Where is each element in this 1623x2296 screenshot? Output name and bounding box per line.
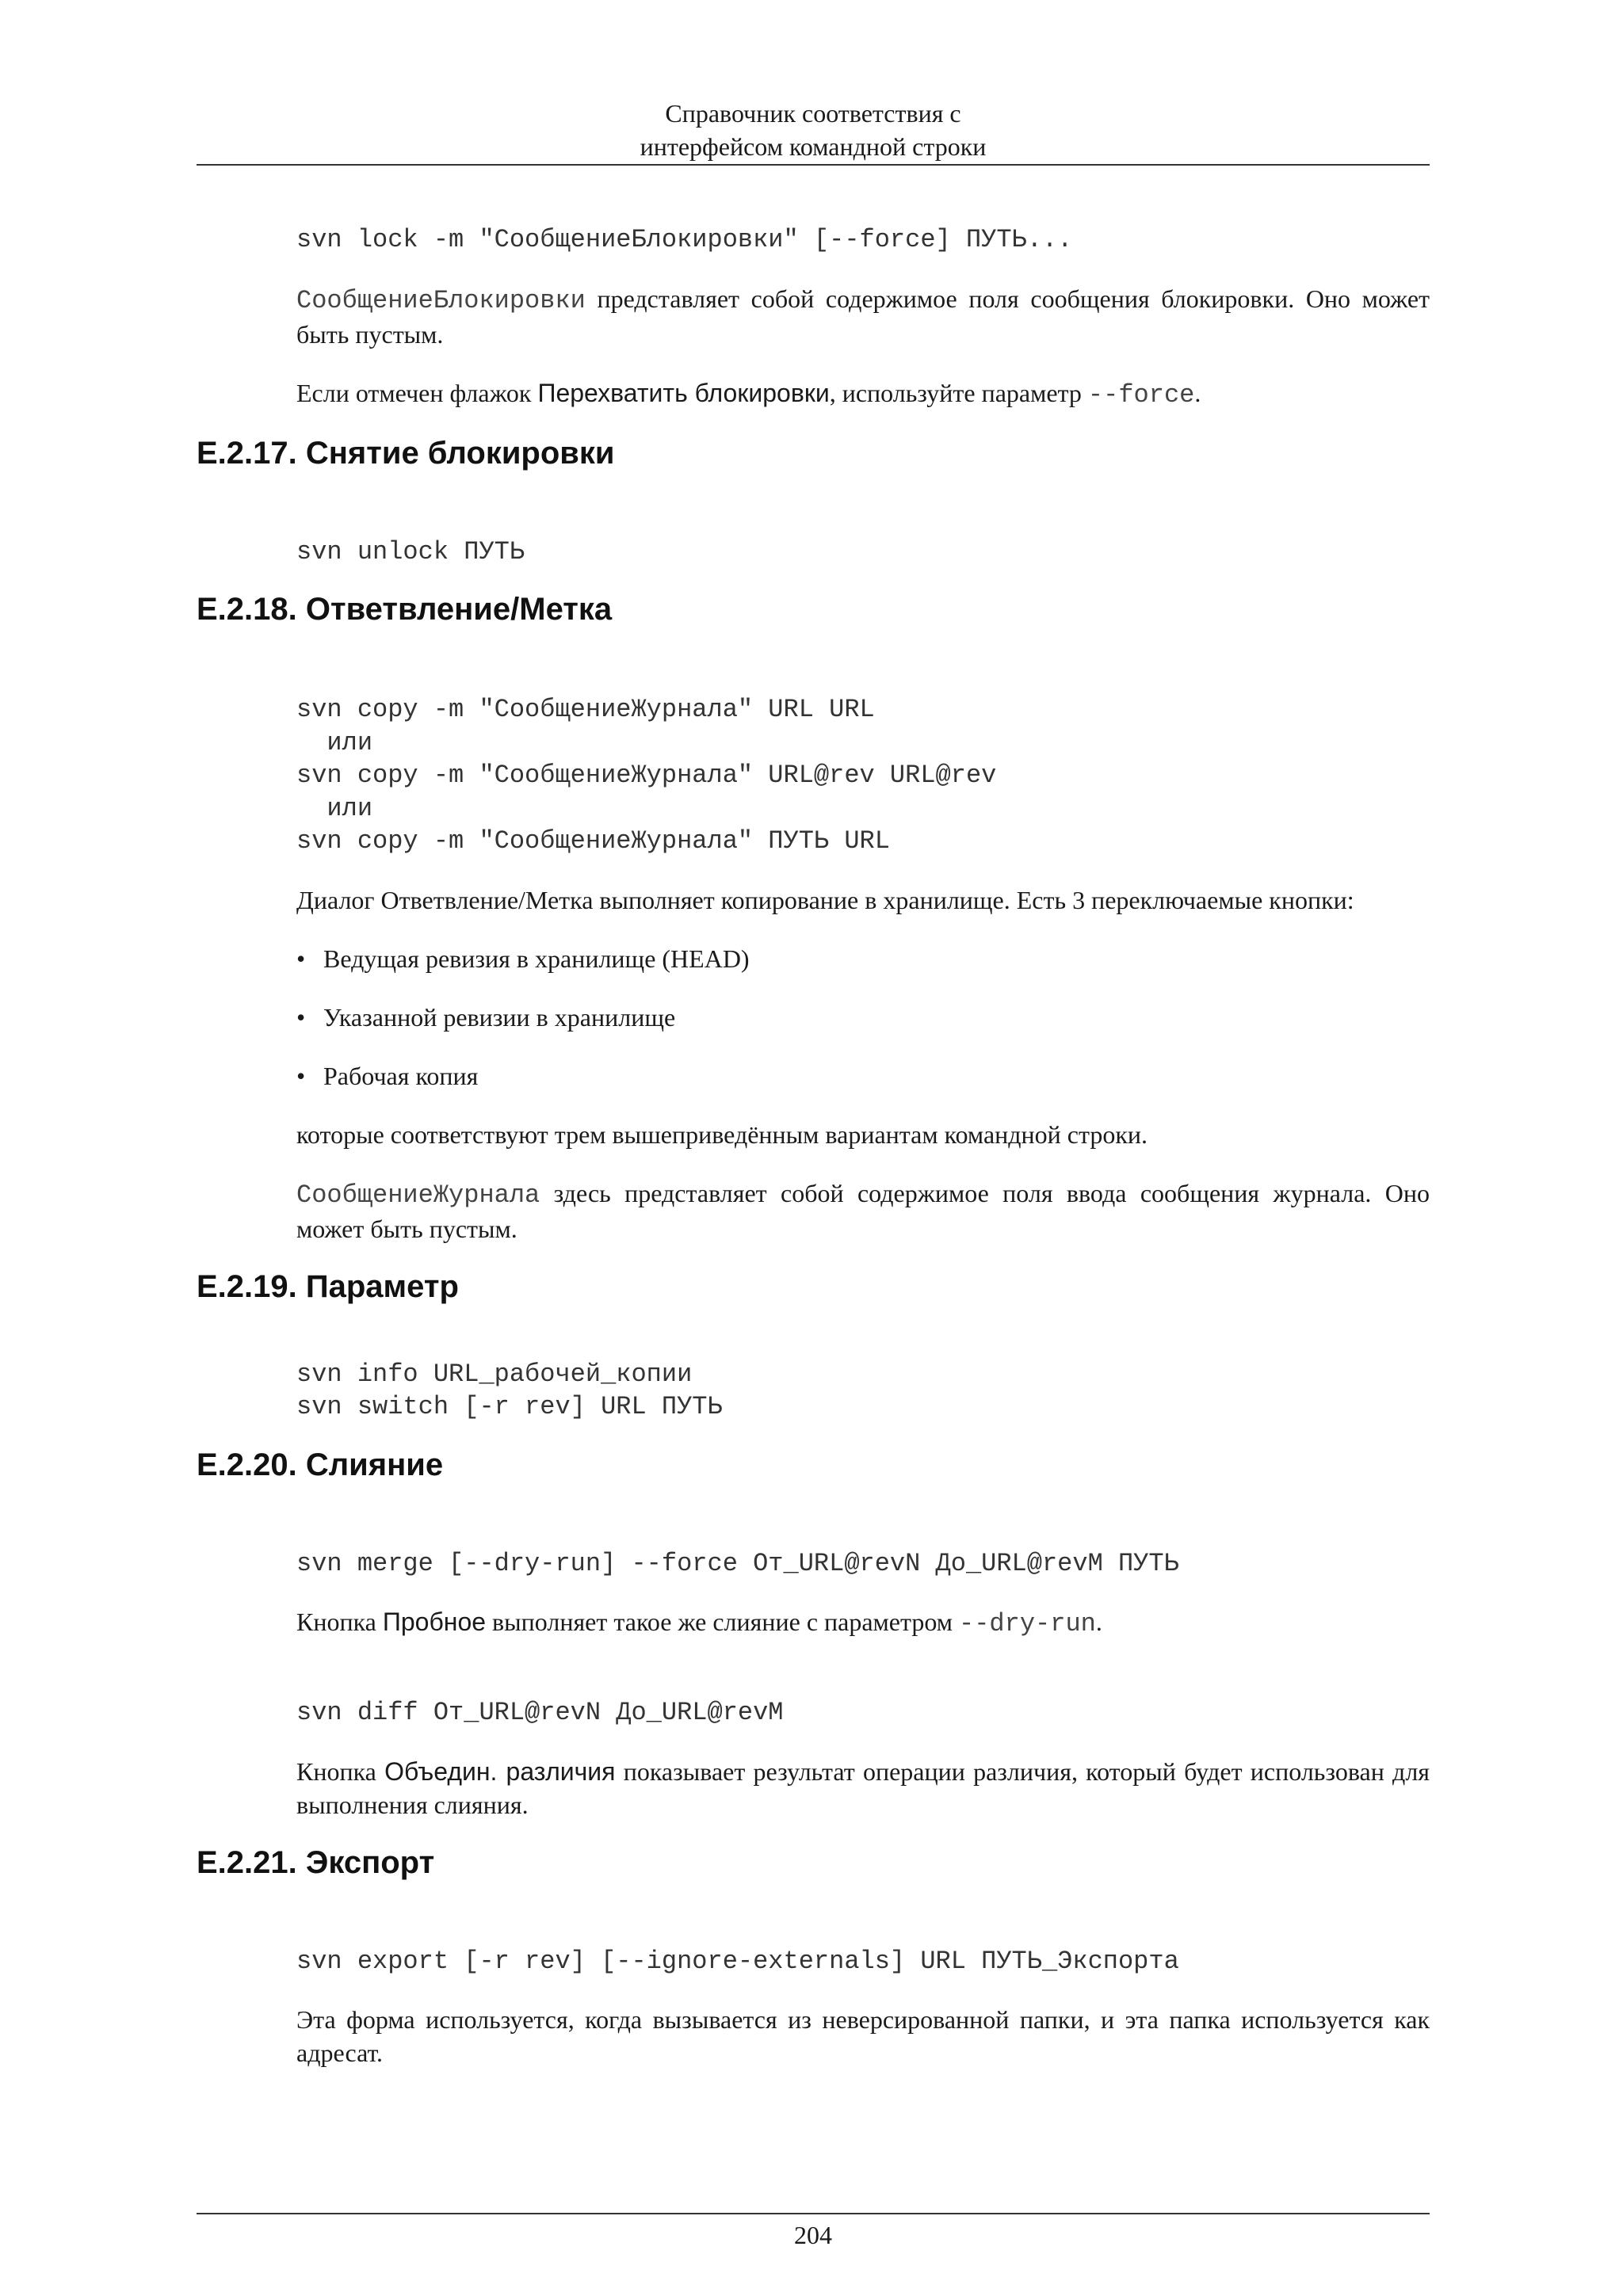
merge-command: svn merge [--dry-run] --force От_URL@revN До_URL@revM ПУТЬ	[296, 1548, 1179, 1578]
force-option-code: --force	[1087, 379, 1195, 410]
section-heading-export: E.2.21. Экспорт	[197, 1844, 435, 1880]
dry-run-button-label: Пробное	[382, 1608, 487, 1636]
log-message-paragraph	[296, 1177, 1430, 1245]
export-paragraph: Эта форма используется, когда вызывается из неверсированной папки, и эта папка используется как адресат.	[296, 2005, 1430, 2067]
steal-locks-label: Перехватить блокировки	[537, 378, 830, 407]
log-message-text: здесь представляет собой содержимое поля ввода сообщения журнала. Оно может быть пустым.	[296, 1178, 1430, 1243]
dry-run-middle: выполняет такое же слияние с параметром	[486, 1608, 960, 1636]
page-content	[197, 223, 1430, 2069]
export-command: svn export [-r rev] [--ignore-externals] URL ПУТЬ_Экспорта	[296, 1946, 1179, 1976]
unified-diff-button-label: Объедин. различия	[384, 1756, 616, 1786]
branch-options-note: которые соответствуют трем вышеприведённым вариантам командной строки.	[296, 1119, 1148, 1149]
section-heading-switch: E.2.19. Параметр	[197, 1268, 459, 1304]
header-rule	[197, 164, 1430, 166]
list-item: • Рабочая копия	[296, 1059, 1430, 1093]
lock-message-paragraph	[296, 282, 1430, 351]
running-header	[197, 97, 1430, 163]
force-middle: , используйте параметр	[829, 378, 1088, 407]
unified-diff-paragraph	[296, 1755, 1430, 1821]
section-heading-branch-tag: E.2.18. Ответвление/Метка	[197, 592, 613, 627]
section-heading-unlock: E.2.17. Снятие блокировки	[197, 435, 615, 471]
branch-options-list	[296, 942, 1430, 1093]
page-number: 204	[794, 2221, 832, 2249]
unlock-command: svn unlock ПУТЬ	[296, 536, 525, 566]
unified-diff-text: показывает результат операции различия, который будет использован для выполнения слияния.	[296, 1756, 1430, 1819]
section-heading-merge: E.2.20. Слияние	[197, 1447, 444, 1482]
log-message-code: СообщениеЖурнала	[296, 1180, 540, 1210]
list-item: • Указанной ревизии в хранилище	[296, 1001, 1430, 1034]
list-item: • Ведущая ревизия в хранилище (HEAD)	[296, 942, 1430, 975]
lock-message-code: СообщениеБлокировки	[296, 285, 586, 315]
switch-commands: svn info URL_рабочей_копии svn switch [-r rev] URL ПУТЬ	[296, 1359, 723, 1421]
running-header-line-2: интерфейсом командной строки	[640, 132, 987, 161]
diff-command: svn diff От_URL@revN До_URL@revM	[296, 1698, 784, 1727]
running-header-line-1: Справочник соответствия с	[665, 99, 961, 128]
dry-run-suffix: .	[1095, 1608, 1102, 1636]
lock-message-text: представляет собой содержимое поля сообщения блокировки. Оно может быть пустым.	[296, 284, 1430, 349]
footer-rule	[197, 2213, 1430, 2214]
copy-commands: svn copy -m "СообщениеЖурнала" URL URL или svn copy -m "СообщениеЖурнала" URL@rev URL@rev или svn copy -m "СообщениеЖурнала" ПУТЬ URL	[296, 695, 997, 856]
lock-command: svn lock -m "СообщениеБлокировки" [--force] ПУТЬ...	[296, 225, 1073, 254]
unified-diff-prefix: Кнопка	[296, 1756, 385, 1786]
force-prefix: Если отмечен флажок	[296, 378, 538, 407]
dry-run-option-code: --dry-run	[959, 1609, 1096, 1638]
force-paragraph	[296, 376, 1430, 412]
branch-dialog-intro: Диалог Ответвление/Метка выполняет копирование в хранилище. Есть 3 переключаемые кнопки:	[296, 885, 1354, 914]
dry-run-prefix: Кнопка	[296, 1608, 383, 1636]
force-suffix: .	[1194, 378, 1201, 407]
dry-run-paragraph	[296, 1605, 1430, 1641]
